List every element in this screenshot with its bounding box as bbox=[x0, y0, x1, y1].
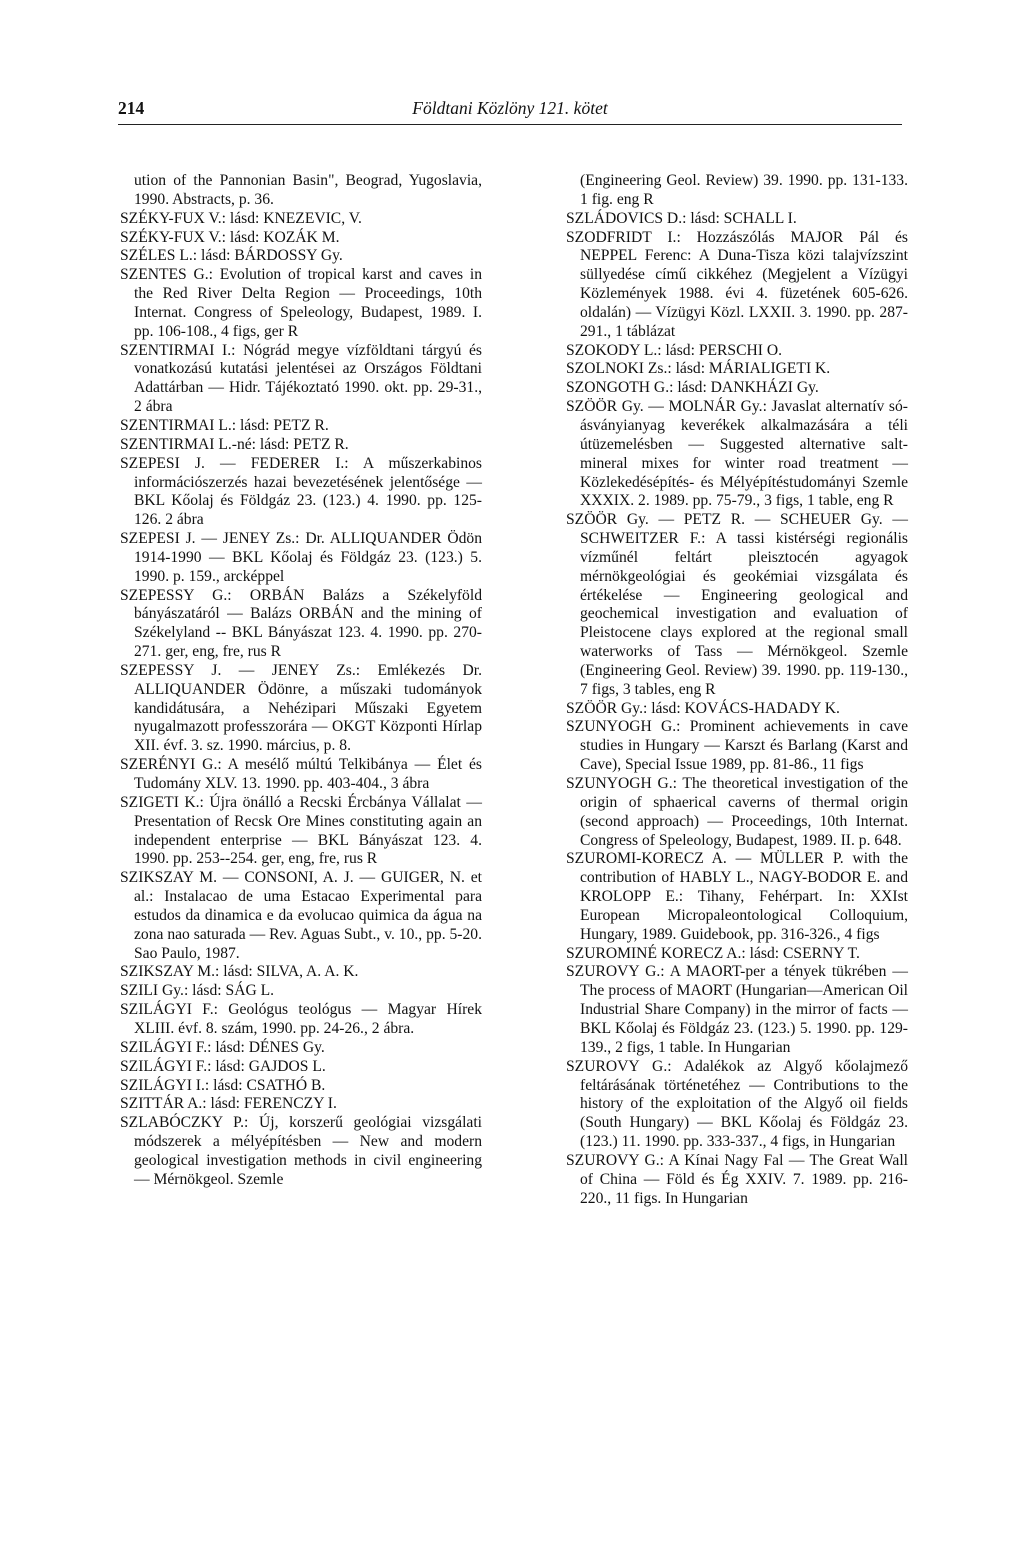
left-column bbox=[120, 172, 482, 1190]
bibliography-entry: SZODFRIDT I.: Hozzászólás MAJOR Pál és NEPPEL Ferenc: A Duna-Tisza közi talajvízszint süllyedése című cikkéhez (Megjelent a Vízügyi Közlemények 1988. évi 4. füzetének 605-626. oldalán) — Vízügyi Közl. LXXII. 3. 1990. pp. 287-291., 1 táblázat bbox=[566, 228, 908, 340]
bibliography-entry: SZILÁGYI I.: lásd: CSATHÓ B. bbox=[120, 1076, 326, 1094]
bibliography-entry: SZILI Gy.: lásd: SÁG L. bbox=[120, 982, 275, 1000]
bibliography-entry: SZOKODY L.: lásd: PERSCHI O. bbox=[566, 341, 783, 359]
bibliography-entry: SZEPESSY G.: ORBÁN Balázs a Székelyföld bányászatáról — Balázs ORBÁN and the mining of Székelyland -- BKL Bányászat 123. 4. 1990. pp. 270-271. ger, eng, fre, rus R bbox=[120, 586, 482, 661]
bibliography-entry: SZUROVY G.: Adalékok az Algyő kőolajmező feltárásának történetéhez — Contributions to the history of the exploitation of the Algyő oil fields (South Hungary) — BKL Kőolaj és Földgáz 23. (123.) 11. 1990. pp. 333-337., 4 figs, in Hungarian bbox=[566, 1057, 908, 1151]
bibliography-entry: SZUROMINÉ KORECZ A.: lásd: CSERNY T. bbox=[566, 944, 860, 962]
bibliography-entry: SZIKSZAY M. — CONSONI, A. J. — GUIGER, N. et al.: Instalacao de uma Estacao Experimental para estudos da dinamica e da evolucao quimica da água na zona nao saturada — Rev. Aguas Subt., v. 10., pp. 5-20. Sao Paulo, 1987. bbox=[120, 869, 482, 962]
bibliography-entry: SZEPESSY J. — JENEY Zs.: Emlékezés Dr. ALLIQUANDER Ödönre, a műszaki tudományok kandidátusára, a Nehézipari Műszaki Egyetem nyugalmazott professzorára — OKGT Központi Hírlap XII. évf. 3. sz. 1990. március, p. 8. bbox=[120, 661, 482, 755]
bibliography-entry: SZENTIRMAI L.-né: lásd: PETZ R. bbox=[120, 435, 349, 453]
bibliography-entry: SZÖÖR Gy. — PETZ R. — SCHEUER Gy. — SCHWEITZER F.: A tassi kistérségi regionális vízműnél feltárt pleisztocén agyagok mérnökgeológiai és geokémiai vizsgálata és értékelése — Engineering geological and geochemical investigation and evaluation of Pleistocene clays explored at the regional small waterworks of Tass — Mérnökgeol. Szemle (Engineering Geol. Review) 39. 1990. pp. 119-130., 7 figs, 3 tables, eng R bbox=[566, 511, 908, 698]
bibliography-entry: SZÖÖR Gy.: lásd: KOVÁCS-HADADY K. bbox=[566, 699, 840, 717]
running-head bbox=[118, 98, 902, 125]
bibliography-entry: SZUROVY G.: A MAORT-per a tények tükrében — The process of MAORT (Hungarian—American Oil Industrial Share Company) in the mirror of facts — BKL Kőolaj és Földgáz 23. (123.) 5. 1990. pp. 129-139., 2 figs, 1 table. In Hungarian bbox=[566, 963, 908, 1056]
bibliography-entry: SZENTIRMAI I.: Nógrád megye vízföldtani tárgyú és vonatkozású kutatási jelentései az Országos Földtani Adattárban — Hidr. Tájékoztató 1990. okt. pp. 29-31., 2 ábra bbox=[120, 341, 482, 416]
bibliography-entry: SZÉKY-FUX V.: lásd: KOZÁK M. bbox=[120, 228, 340, 246]
bibliography-entry: SZLÁDOVICS D.: lásd: SCHALL I. bbox=[566, 209, 797, 227]
bibliography-entry: SZIKSZAY M.: lásd: SILVA, A. A. K. bbox=[120, 963, 359, 981]
bibliography-entry: SZEPESI J. — FEDERER I.: A műszerkabinos információszerzés hazai bevezetésének jelentősége — BKL Kőolaj és Földgáz 23. (123.) 4. 1990. pp. 125-126. 2 ábra bbox=[120, 454, 482, 529]
journal-title: Földtani Közlöny 121. kötet bbox=[412, 98, 608, 118]
bibliography-entry: SZUNYOGH G.: Prominent achievements in cave studies in Hungary — Karszt és Barlang (Karst and Cave), Special Issue 1989, pp. 81-86., 11 figs bbox=[566, 718, 908, 774]
bibliography-entry: SZILÁGYI F.: lásd: DÉNES Gy. bbox=[120, 1038, 325, 1056]
bibliography-entry: SZILÁGYI F.: lásd: GAJDOS L. bbox=[120, 1057, 326, 1075]
bibliography-entry: ution of the Pannonian Basin", Beograd, Yugoslavia, 1990. Abstracts, p. 36. bbox=[134, 172, 482, 208]
bibliography-entry: SZUROVY G.: A Kínai Nagy Fal — The Great Wall of China — Föld és Ég XXIV. 7. 1989. pp. 216-220., 11 figs. In Hungarian bbox=[566, 1151, 908, 1207]
page-number: 214 bbox=[118, 98, 145, 118]
bibliography-entry: SZONGOTH G.: lásd: DANKHÁZI Gy. bbox=[566, 379, 819, 397]
bibliography-entry: (Engineering Geol. Review) 39. 1990. pp. 131-133. 1 fig. eng R bbox=[580, 172, 908, 208]
bibliography-entry: SZUROMI-KORECZ A. — MÜLLER P. with the contribution of HABLY L., NAGY-BODOR E. and KROLOPP E.: Tihany, Fehérpart. In: XXIst European Micropaleontological Colloquium, Hungary, 1989. Guidebook, pp. 316-326., 4 figs bbox=[566, 850, 908, 943]
bibliography-entry: SZOLNOKI Zs.: lásd: MÁRIALIGETI K. bbox=[566, 360, 831, 378]
bibliography-entry: SZERÉNYI G.: A mesélő múltú Telkibánya — Élet és Tudomány XLV. 13. 1990. pp. 403-404., 3 ábra bbox=[120, 756, 482, 792]
bibliography-entry: SZUNYOGH G.: The theoretical investigation of the origin of sphaerical caverns of thermal origin (second approach) — Proceedings, 10th Internat. Congress of Speleology, Budapest, 1989. II. p. 648. bbox=[566, 775, 908, 849]
bibliography-entry: SZÖÖR Gy. — MOLNÁR Gy.: Javaslat alternatív só-ásványianyag keverékek alkalmazására a téli útüzemelésben — Suggested alternative salt-mineral mixes for winter road treatment — Közlekedésépítés- és Mélyépítéstudományi Szemle XXXIX. 2. 1989. pp. 75-79., 3 figs, 1 table, eng R bbox=[566, 398, 908, 510]
bibliography-entry: SZÉLES L.: lásd: BÁRDOSSY Gy. bbox=[120, 247, 343, 265]
bibliography-entry: SZENTIRMAI L.: lásd: PETZ R. bbox=[120, 416, 329, 434]
bibliography-entry: SZILÁGYI F.: Geológus teológus — Magyar Hírek XLIII. évf. 8. szám, 1990. pp. 24-26., 2 ábra. bbox=[120, 1001, 482, 1037]
right-column bbox=[566, 172, 908, 1208]
bibliography-entry: SZENTES G.: Evolution of tropical karst and caves in the Red River Delta Region — Proceedings, 10th Internat. Congress of Speleology, Budapest, 1989. I. pp. 106-108., 4 figs, ger R bbox=[120, 266, 482, 340]
bibliography-entry: SZÉKY-FUX V.: lásd: KNEZEVIC, V. bbox=[120, 209, 362, 227]
bibliography-entry: SZLABÓCZKY P.: Új, korszerű geológiai vizsgálati módszerek a mélyépítésben — New and modern geological investigation methods in civil engineering — Mérnökgeol. Szemle bbox=[120, 1114, 482, 1188]
bibliography-entry: SZITTÁR A.: lásd: FERENCZY I. bbox=[120, 1095, 337, 1113]
bibliography-entry: SZIGETI K.: Újra önálló a Recski Ércbánya Vállalat — Presentation of Recsk Ore Mines constituting again an independent enterprise — BKL Bányászat 123. 4. 1990. pp. 253--254. ger, eng, fre, rus R bbox=[120, 793, 482, 868]
bibliography-entry: SZEPESI J. — JENEY Zs.: Dr. ALLIQUANDER Ödön 1914-1990 — BKL Kőolaj és Földgáz 23. (123.) 5. 1990. p. 159., arcképpel bbox=[120, 530, 482, 585]
